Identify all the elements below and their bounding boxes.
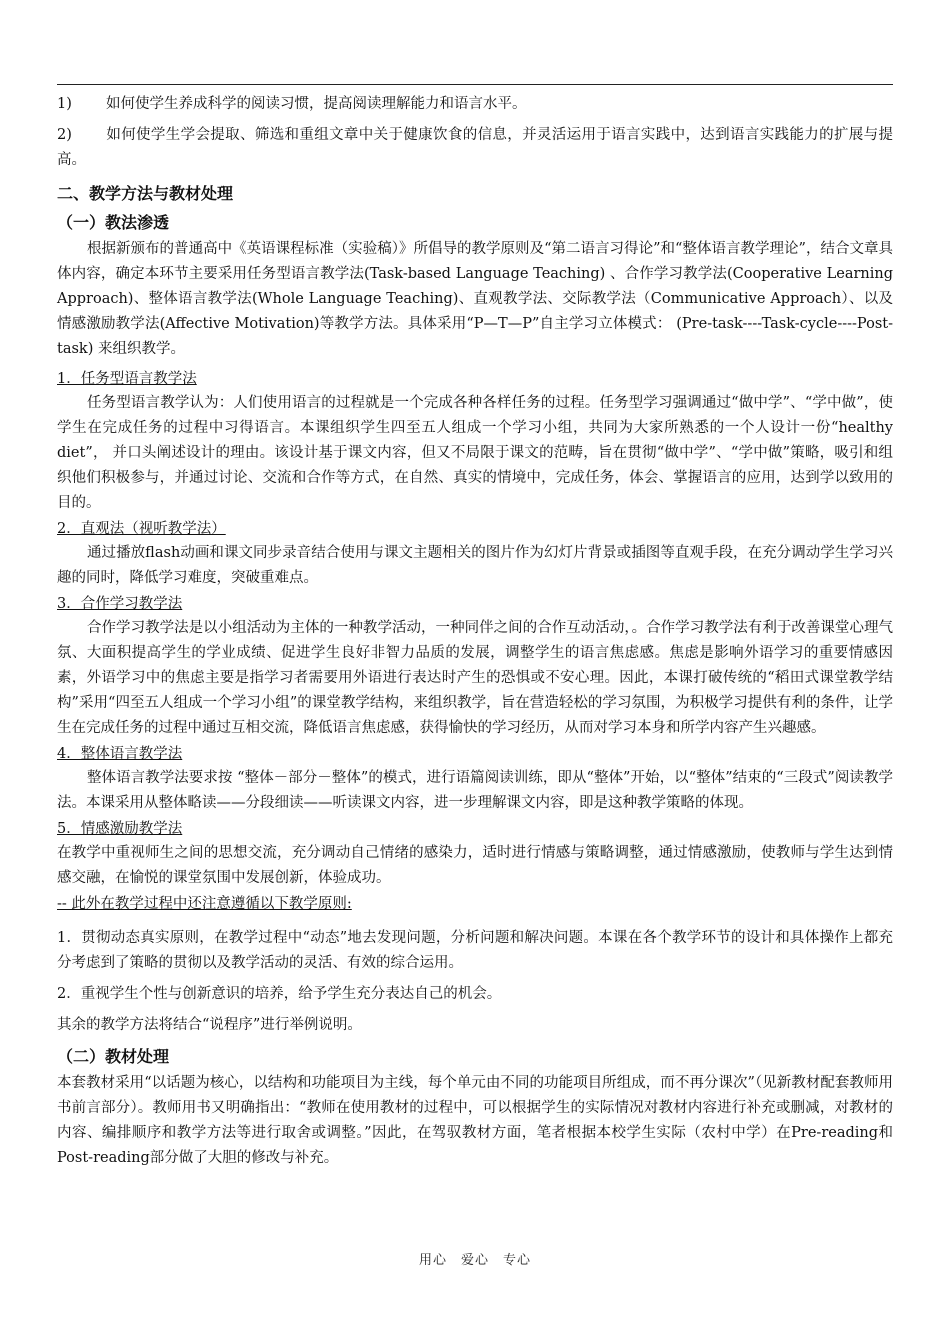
principles-intro: -- 此外在教学过程中还注意遵循以下教学原则: [57,896,352,912]
subsection-heading-textbook: （二）教材处理 [57,1047,170,1066]
methods-intro: 根据新颁布的普通高中《英语课程标准（实验稿）》所倡导的教学原则及“第二语言习得论”和“整体语言教学理论”，结合文章具体内容，确定本环节主要采用任务型语言教学法(Task-based Language Teaching) 、合作学习教学法(Cooperative Learning Approach)、整体语言教学法(Whole Language Teaching)、直观教学法、交际教学法（Communicative Approach）、以及情感激励教学法(Affective Motivation)等教学方法。具体采用“P—T—P”自主学习立体模式： (Pre-task----Task-cycle----Post-task) 来组织教学。 [57,241,893,357]
objective-text: 如何使学生学会提取、筛选和重组文章中关于健康饮食的信息，并灵活运用于语言实践中，达到语言实践能力的扩展与提高。 [57,127,893,168]
objective-1 [57,92,893,117]
principle-item: 1．贯彻动态真实原则，在教学过程中“动态”地去发现问题，分析问题和解决问题。本课在各个教学环节的设计和具体操作上都充分考虑到了策略的贯彻以及教学活动的灵活、有效的综合运用。 [57,930,893,971]
subsection-heading-methods: （一）教法渗透 [57,213,170,232]
principle-item: 2．重视学生个性与创新意识的培养，给予学生充分表达自己的机会。 [57,986,502,1002]
method-title: 5．情感激励教学法 [57,821,183,837]
objective-number: 1) [57,96,72,112]
method-text: 任务型语言教学认为：人们使用语言的过程就是一个完成各种各样任务的过程。任务型学习强调通过“做中学”、“学中做”，使学生在完成任务的过程中习得语言。本课组织学生四至五人组成一个学习小组，共同为大家所熟悉的一个人设计一份“healthy diet”， 并口头阐述设计的理由。该设计基于课文内容，但又不局限于课文的范畴，旨在贯彻“做中学”、“学中做”策略，吸引和组织他们积极参与，并通过讨论、交流和合作等方式，在自然、真实的情境中，完成任务，体会、掌握语言的应用，达到学以致用的目的。 [57,395,893,511]
objective-number: 2) [57,127,72,143]
document-body [57,84,893,1171]
method-title: 2．直观法（视听教学法） [57,521,226,537]
method-text: 合作学习教学法是以小组活动为主体的一种教学活动，一种同伴之间的合作互动活动，。合作学习教学法有利于改善课堂心理气氛、大面积提高学生的学业成绩、促进学生良好非智力品质的发展，调整学生的语言焦虑感。焦虑是影响外语学习的重要情感因素，外语学习中的焦虑主要是指学习者需要用外语进行表达时产生的恐惧或不安心理。因此，本课打破传统的“稻田式课堂教学结构”采用“四至五人组成一个学习小组”的课堂教学结构，来组织教学，旨在营造轻松的学习氛围，为积极学习提供有利的条件，让学生在完成任务的过程中通过互相交流，降低语言焦虑感，获得愉快的学习经历，从而对学习本身和所学内容产生兴趣感。 [57,620,893,736]
method-title: 3．合作学习教学法 [57,596,183,612]
method-text: 在教学中重视师生之间的思想交流，充分调动自己情绪的感染力，适时进行情感与策略调整，通过情感激励，使教师与学生达到情感交融，在愉悦的课堂氛围中发展创新，体验成功。 [57,845,893,886]
method-title: 4．整体语言教学法 [57,746,183,762]
method-text: 整体语言教学法要求按 “整体－部分－整体”的模式，进行语篇阅读训练，即从“整体”开始，以“整体”结束的“三段式”阅读教学法。本课采用从整体略读——分段细读——听读课文内容，进一步理解课文内容，即是这种教学策略的体现。 [57,770,893,811]
section-heading: 二、教学方法与教材处理 [57,184,234,203]
page-footer: 用心 爱心 专心 [418,1253,531,1268]
textbook-text: 本套教材采用“以话题为核心，以结构和功能项目为主线，每个单元由不同的功能项目所组成，而不再分课次”（见新教材配套教师用书前言部分）。教师用书又明确指出：“教师在使用教材的过程中，可以根据学生的实际情况对教材内容进行补充或删减，对教材的内容、编排顺序和教学方法等进行取舍或调整。”因此，在驾驭教材方面，笔者根据本校学生实际（农村中学）在Pre-reading和Post-reading部分做了大胆的修改与补充。 [57,1075,893,1166]
method-text: 通过播放flash动画和课文同步录音结合使用与课文主题相关的图片作为幻灯片背景或插图等直观手段，在充分调动学生学习兴趣的同时，降低学习难度，突破重难点。 [57,545,893,586]
objective-2 [57,123,893,173]
objective-text: 如何使学生养成科学的阅读习惯，提高阅读理解能力和语言水平。 [106,96,527,112]
remaining-note: 其余的教学方法将结合“说程序”进行举例说明。 [57,1017,362,1033]
method-title: 1．任务型语言教学法 [57,371,197,387]
